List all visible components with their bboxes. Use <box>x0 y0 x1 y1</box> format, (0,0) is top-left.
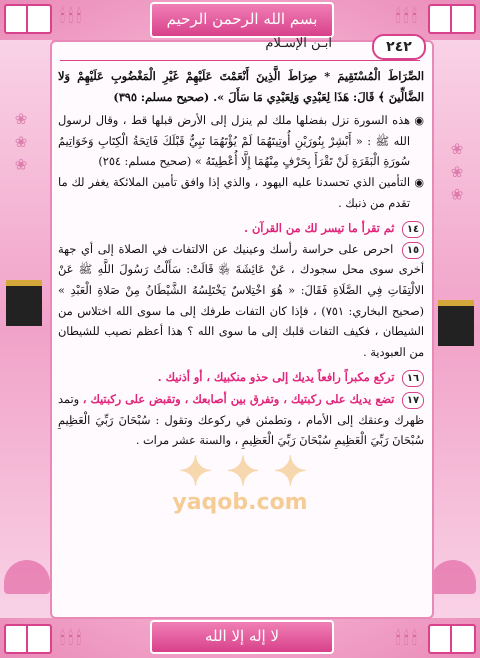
book-title: ابـن الإسـلام <box>265 36 332 51</box>
item-17-text: وتمد ظهرك وعنقك إلى الأمام ، وتطمئن في ركوعك وتقول : سُبْحَانَ رَبِّيَ الْعَظِيمِ سُبْحَانَ رَبِّيَ الْعَظِيمِ سُبْحَانَ رَبِّيَ الْعَظِيمِ ، والسنة عشر مرات . <box>58 392 424 448</box>
item-number-badge: ١٦ <box>402 370 424 387</box>
item-number-badge: ١٥ <box>402 242 424 259</box>
item-17-heading: تضع يديك على ركبتيك ، وتفرق بين أصابعك ، وتقبض على ركبتيك ، <box>82 391 395 406</box>
open-book-icon <box>428 624 476 654</box>
right-calligraphy-ornament: ❀ ❀ ❀ <box>448 140 466 204</box>
paragraph-fatiha-virtue: هذه السورة نزل بفضلها ملك لم ينزل إلى الأرض قبلها قط ، وقال لرسول الله ﷺ : « أَبْشِرْ بِنُورَيْنِ أُوتِيتَهُمَا لَمْ يُؤْتَهُمَا نَبِيٌّ قَبْلَكَ فَاتِحَةُ الْكِتَابِ وَخَوَاتِيمُ سُورَةِ الْبَقَرَةِ لَنْ تَقْرَأَ بِحَرْفٍ مِنْهُمَا إِلَّا أُعْطِيتَهُ » (صحيح مسلم: ٢٥٤) <box>58 114 410 169</box>
bottom-banner-shahada: لا إله إلا الله <box>150 620 334 654</box>
bullet-icon: ◉ <box>414 114 424 128</box>
header-divider <box>60 60 420 61</box>
candles-icon: 🕯🕯🕯 <box>395 628 420 649</box>
watermark-site: yaqob.com <box>172 490 308 515</box>
numbered-item-17 <box>58 389 424 452</box>
page-content <box>58 66 424 452</box>
paragraph-fatiha-end: الصِّرَاطَ الْمُسْتَقِيمَ * صِرَاطَ الَّذِينَ أَنْعَمْتَ عَلَيْهِمْ غَيْرِ الْمَغْضُوبِ عَلَيْهِمْ وَلا الضَّالِّينَ ﴾ قَالَ: هَذَا لِعَبْدِي وَلِعَبْدِي مَا سَأَلَ ». (صحيح مسلم: ٣٩٥) <box>58 69 424 104</box>
bullet-paragraph <box>58 111 424 173</box>
top-banner-basmala: بسم الله الرحمن الرحيم <box>150 2 334 38</box>
numbered-item-14 <box>58 218 424 240</box>
watermark-logo: ✦ ✦ ✦ <box>178 448 308 495</box>
left-calligraphy-ornament: ❀ ❀ ❀ <box>12 110 30 174</box>
candles-icon: 🕯🕯🕯 <box>60 6 85 27</box>
candles-icon: 🕯🕯🕯 <box>60 628 85 649</box>
open-book-icon <box>4 624 52 654</box>
candles-icon: 🕯🕯🕯 <box>395 6 420 27</box>
item-number-badge: ١٧ <box>402 392 424 409</box>
item-14-heading: ثم تقرأ ما تيسر لك من القرآن . <box>244 221 395 236</box>
item-16-heading: تركع مكبراً رافعاً يديك إلى حذو منكبيك ، أو أذنيك . <box>157 370 395 385</box>
paragraph-tameen: التأمين الذي تحسدنا عليه اليهود ، والذي إذا وافق تأمين الملائكة يغفر لك ما تقدم من ذنبك . <box>58 175 410 210</box>
open-book-icon <box>428 4 476 34</box>
bullet-icon: ◉ <box>414 175 424 189</box>
kaaba-icon <box>6 280 42 326</box>
page-header <box>56 34 426 58</box>
open-book-icon <box>4 4 52 34</box>
page-number: ٢٤٢ <box>372 34 426 60</box>
item-number-badge: ١٤ <box>402 221 424 238</box>
bullet-paragraph <box>58 173 424 214</box>
item-15-text: احرص على حراسة رأسك وعينيك عن الالتفات في الصلاة إلى أي جهة أخرى سوى محل سجودك ، عَنْ عَائِشَةَ ﵂ قَالَتْ: سَأَلْتُ رَسُولَ اللَّهِ ﷺ عَنْ الالْتِفَاتِ فِي الصَّلَاةِ فَقَالَ: « هُوَ اخْتِلاسٌ يَخْتَلِسُهُ الشَّيْطَانُ مِنْ صَلاةِ الْعَبْدِ » (صحيح البخاري: ٧٥١) ، فإذا كان التفات طرفك إلى ما سوى الله اختلاس من الشيطان ، فكيف التفات قلبك إلى ما سوى الله ؟ هذا أعظم نصيب للشيطان من العبودية . <box>58 242 424 359</box>
kaaba-icon <box>438 300 474 346</box>
numbered-item-16 <box>58 367 424 389</box>
numbered-item-15 <box>58 240 424 364</box>
